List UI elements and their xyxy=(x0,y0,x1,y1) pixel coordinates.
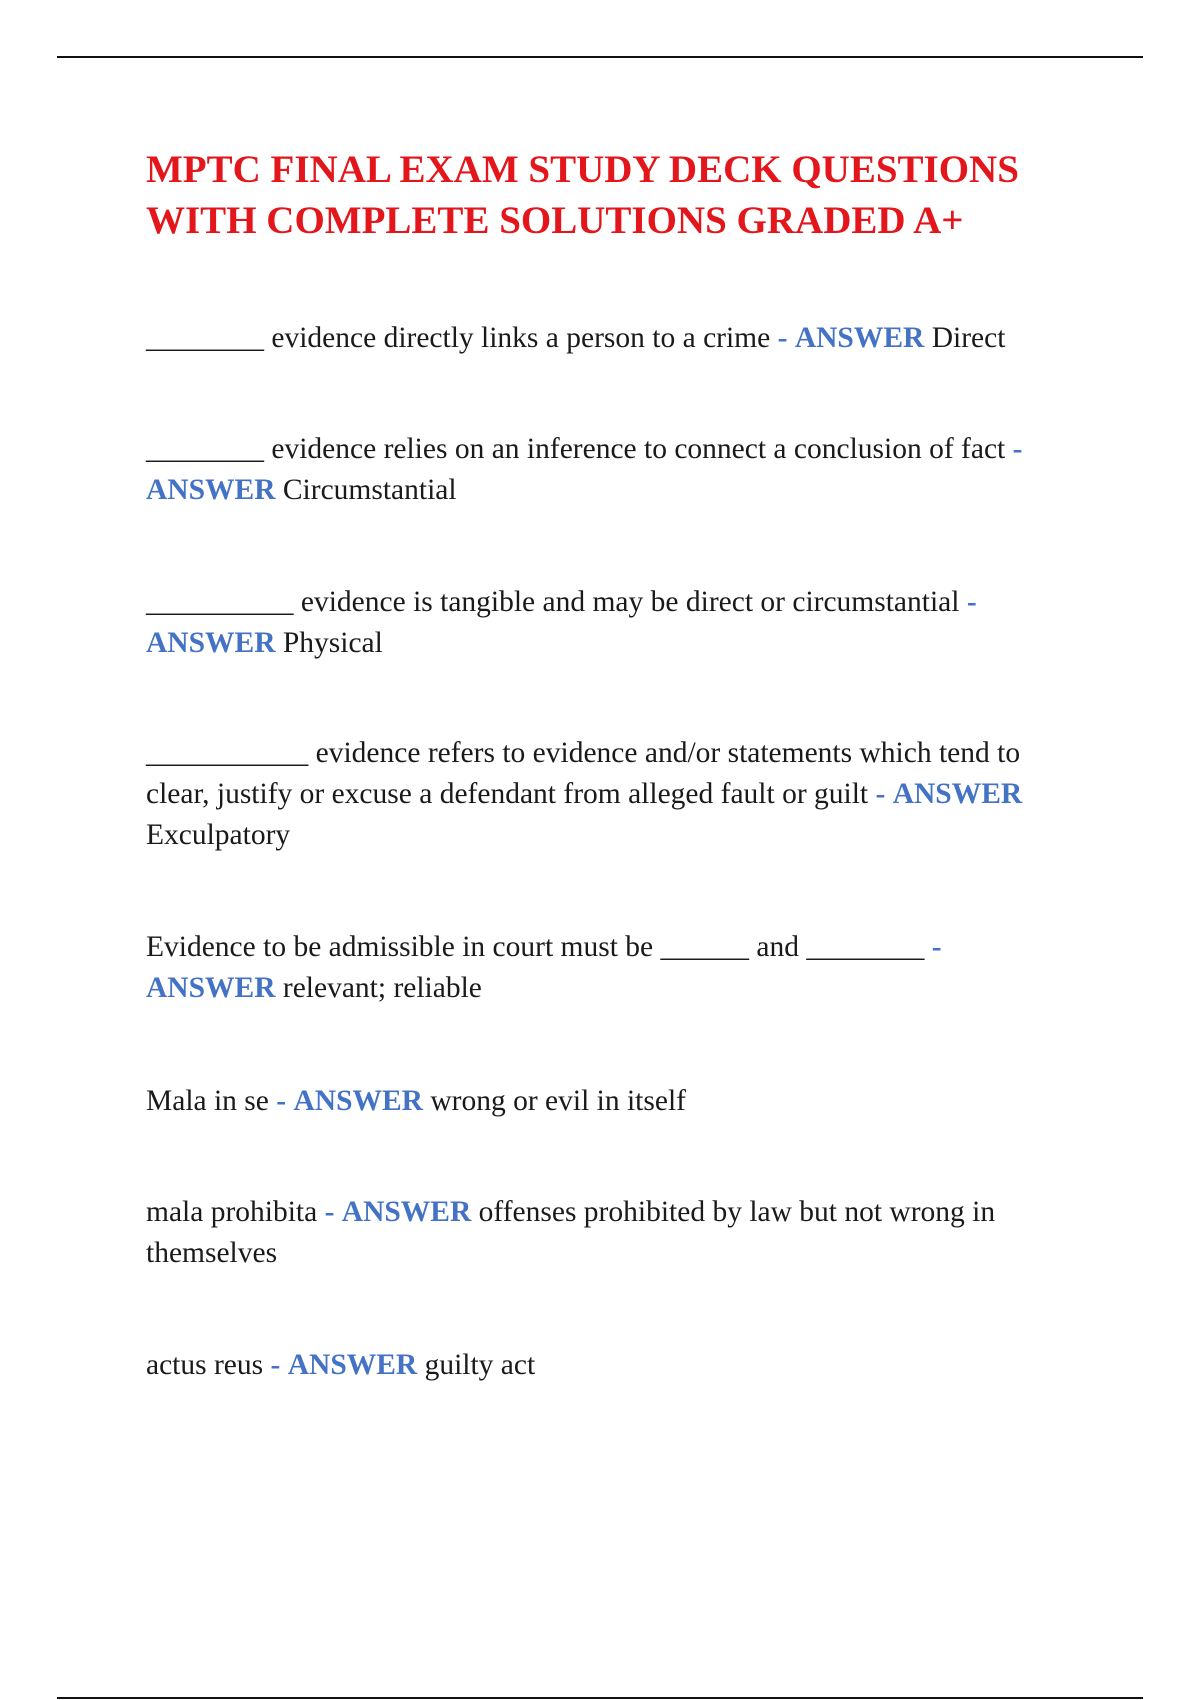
qa-item-5 xyxy=(146,927,1106,1009)
qa-line xyxy=(146,582,1106,623)
qa-line xyxy=(146,623,1106,664)
question-text: actus reus xyxy=(146,1349,264,1381)
qa-item-2 xyxy=(146,429,1106,511)
qa-item-8 xyxy=(146,1345,1106,1386)
answer-separator: - xyxy=(324,1196,335,1228)
question-text: __________ evidence is tangible and may be direct or circumstantial xyxy=(146,586,960,618)
qa-item-7 xyxy=(146,1192,1106,1274)
answer-label: ANSWER xyxy=(146,627,276,659)
answer-separator: - xyxy=(276,1085,287,1117)
answer-separator: - xyxy=(777,322,788,354)
qa-line xyxy=(146,429,1106,470)
answer-text: Physical xyxy=(282,627,383,659)
bottom-rule xyxy=(57,1697,1143,1699)
qa-line xyxy=(146,318,1106,359)
answer-label: ANSWER xyxy=(341,1196,472,1228)
answer-text: guilty act xyxy=(424,1349,536,1381)
qa-item-3 xyxy=(146,582,1106,664)
question-text: ___________ evidence refers to evidence and/or statements which tend to xyxy=(146,737,1021,769)
title-line: MPTC FINAL EXAM STUDY DECK QUESTIONS xyxy=(146,148,1019,191)
answer-text: Circumstantial xyxy=(282,474,457,506)
question-text: Evidence to be admissible in court must be ______ and ________ xyxy=(146,931,925,963)
answer-label: ANSWER xyxy=(287,1349,418,1381)
answer-separator: - xyxy=(875,778,886,810)
qa-line xyxy=(146,1345,1106,1386)
question-text: clear, justify or excuse a defendant from alleged fault or guilt xyxy=(146,778,869,810)
question-text: Mala in se xyxy=(146,1085,269,1117)
answer-separator: - xyxy=(966,586,977,618)
qa-line xyxy=(146,1192,1106,1233)
answer-text: Exculpatory xyxy=(146,819,291,851)
title-line: WITH COMPLETE SOLUTIONS GRADED A+ xyxy=(146,199,964,242)
answer-text: relevant; reliable xyxy=(282,972,482,1004)
qa-line xyxy=(146,733,1106,774)
question-text: ________ evidence relies on an inference to connect a conclusion of fact xyxy=(146,433,1006,465)
qa-item-1 xyxy=(146,318,1106,359)
document-title xyxy=(146,144,1106,246)
answer-text: themselves xyxy=(146,1237,278,1269)
answer-separator: - xyxy=(270,1349,281,1381)
qa-line xyxy=(146,1233,1106,1274)
answer-label: ANSWER xyxy=(293,1085,423,1117)
qa-line xyxy=(146,1081,1106,1122)
question-text: mala prohibita xyxy=(146,1196,318,1228)
qa-line xyxy=(146,968,1106,1009)
qa-line xyxy=(146,927,1106,968)
answer-separator: - xyxy=(1012,433,1023,465)
qa-line xyxy=(146,815,1106,856)
question-text: ________ evidence directly links a person to a crime xyxy=(146,322,771,354)
qa-line xyxy=(146,774,1106,815)
answer-text: wrong or evil in itself xyxy=(430,1085,686,1117)
qa-line xyxy=(146,470,1106,511)
answer-label: ANSWER xyxy=(146,474,276,506)
answer-label: ANSWER xyxy=(146,972,276,1004)
answer-text: Direct xyxy=(931,322,1006,354)
answer-separator: - xyxy=(931,931,942,963)
qa-item-4 xyxy=(146,733,1106,856)
top-rule xyxy=(57,56,1143,58)
answer-label: ANSWER xyxy=(892,778,1023,810)
answer-label: ANSWER xyxy=(794,322,925,354)
qa-item-6 xyxy=(146,1081,1106,1122)
answer-text: offenses prohibited by law but not wrong in xyxy=(478,1196,996,1228)
